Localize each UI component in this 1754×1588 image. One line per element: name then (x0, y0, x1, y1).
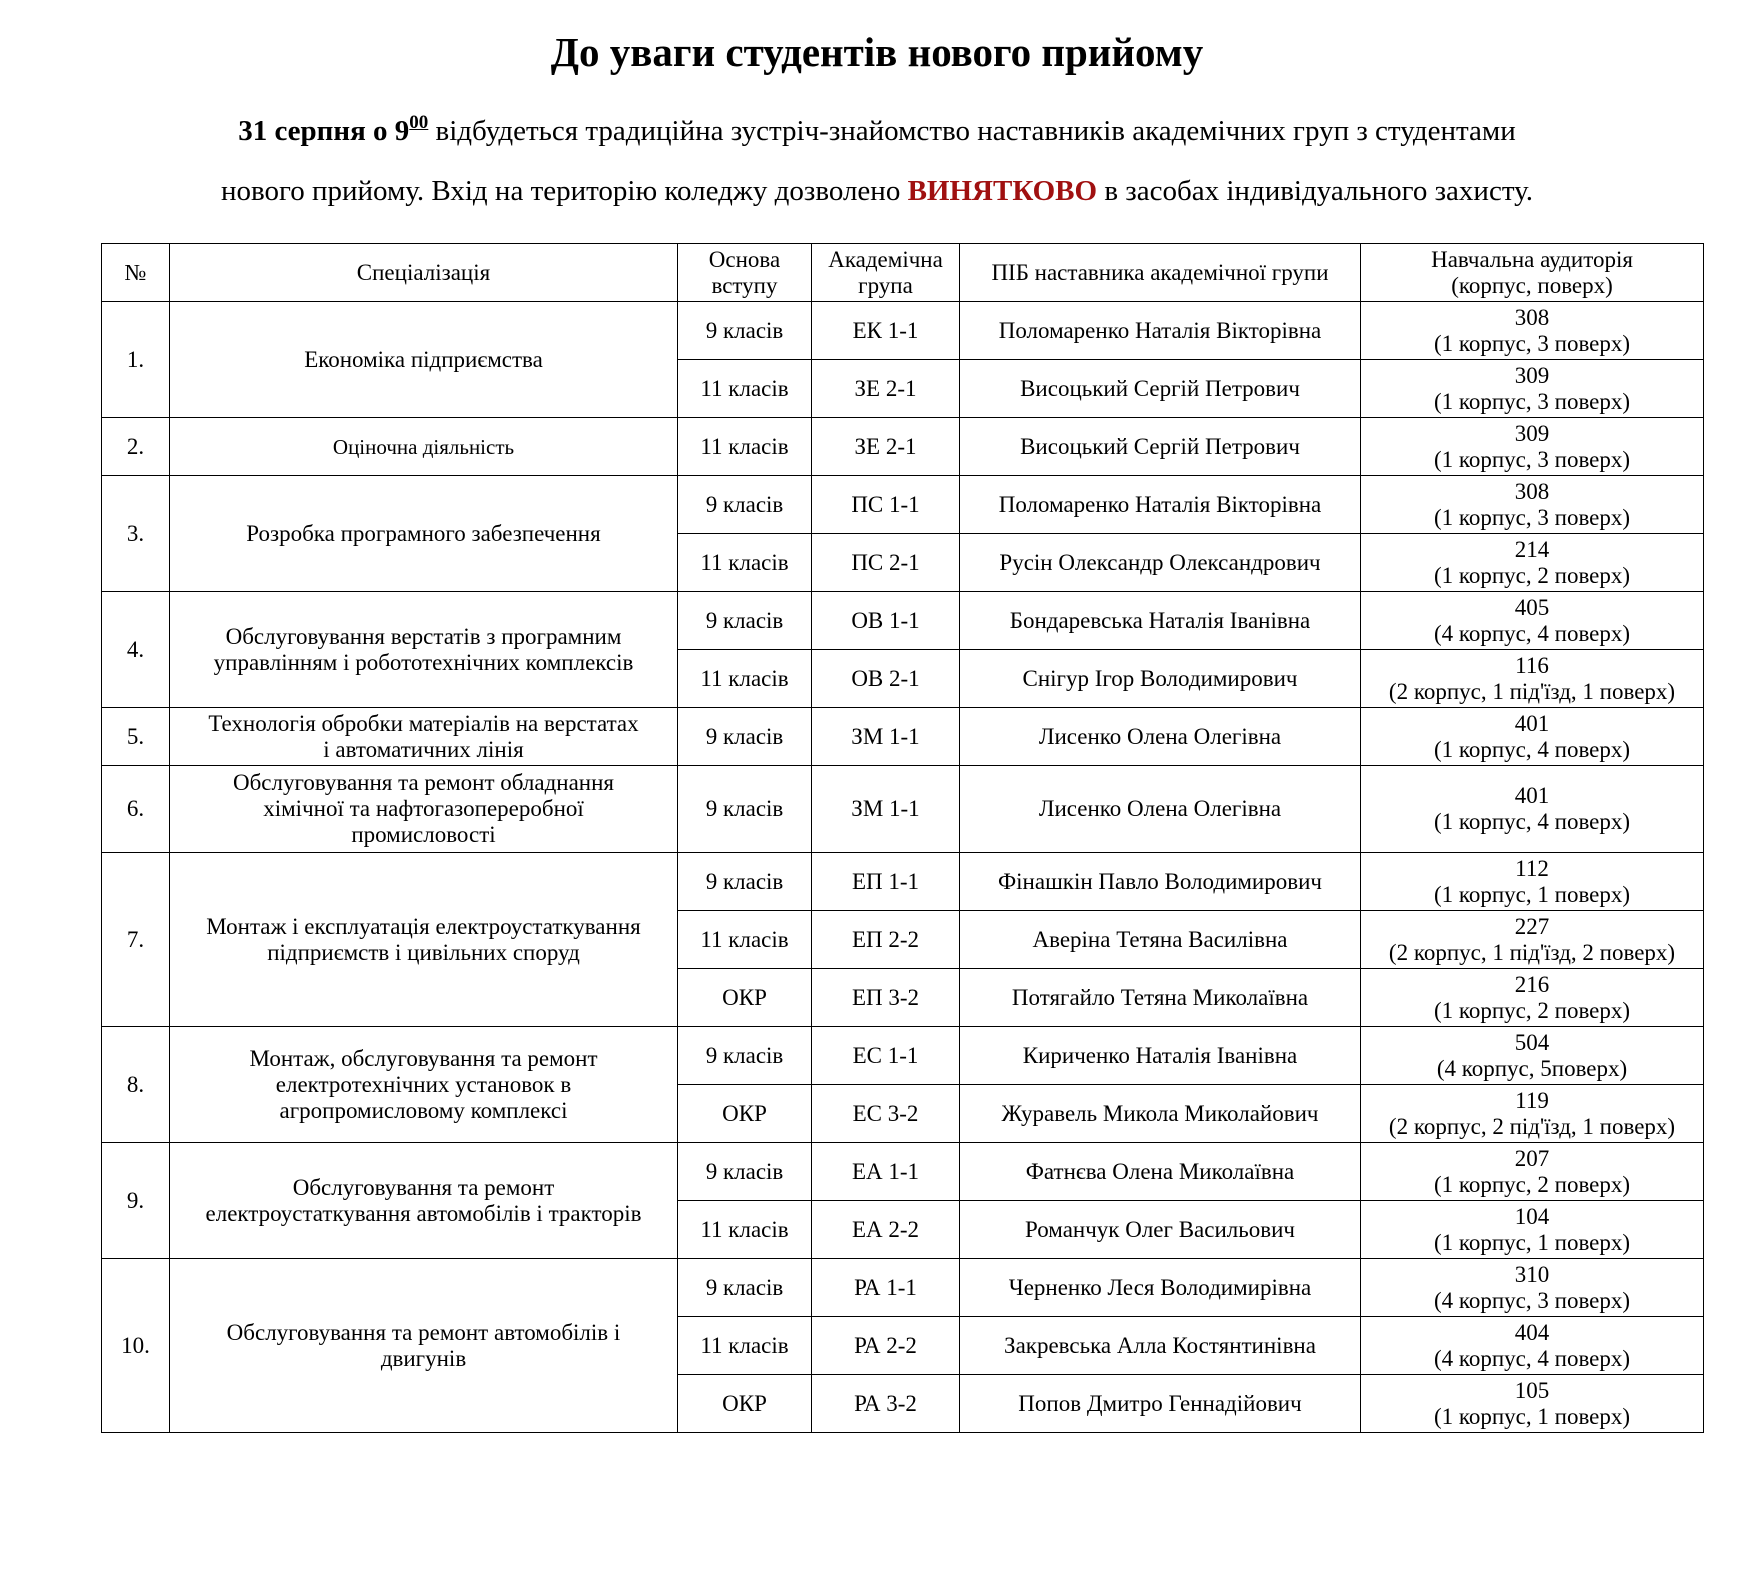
mentor-name: Русін Олександр Олександрович (960, 534, 1361, 592)
academic-group: ЕП 3-2 (812, 969, 960, 1027)
header-specialization: Спеціалізація (170, 244, 678, 302)
table-row (102, 592, 1704, 650)
academic-group: ЗЕ 2-1 (812, 418, 960, 476)
room-location: (2 корпус, 2 під'їзд, 1 поверх) (1388, 1113, 1676, 1139)
academic-group: ПС 1-1 (812, 476, 960, 534)
room-number: 309 (1514, 362, 1550, 388)
specialization-line: Технологія обробки матеріалів на верстатах (208, 710, 639, 736)
specialization-line: електроустаткування автомобілів і тракторів (205, 1200, 642, 1226)
room-location: (1 корпус, 4 поверх) (1433, 809, 1631, 834)
admission-basis: 9 класів (678, 853, 812, 911)
admission-basis: 11 класів (678, 650, 812, 708)
header-admission-basis: Основа вступу (678, 244, 812, 302)
mentor-name: Закревська Алла Костянтинівна (960, 1317, 1361, 1375)
classroom (1361, 766, 1704, 853)
schedule-table (101, 243, 1704, 1433)
room-location: (1 корпус, 1 поверх) (1433, 1403, 1631, 1429)
room-location: (4 корпус, 4 поверх) (1433, 620, 1631, 646)
specialization-name (170, 476, 678, 592)
admission-basis: ОКР (678, 1085, 812, 1143)
mentor-name: Черненко Леся Володимирівна (960, 1259, 1361, 1317)
room-number: 227 (1514, 913, 1550, 939)
academic-group: РА 1-1 (812, 1259, 960, 1317)
classroom (1361, 418, 1704, 476)
admission-basis: ОКР (678, 969, 812, 1027)
room-number: 401 (1514, 783, 1550, 808)
room-number: 105 (1514, 1377, 1550, 1403)
academic-group: ЕС 3-2 (812, 1085, 960, 1143)
room-number: 308 (1514, 304, 1550, 330)
mentor-name: Висоцький Сергій Петрович (960, 418, 1361, 476)
row-number: 7. (102, 853, 170, 1027)
room-number: 116 (1515, 652, 1549, 678)
classroom (1361, 650, 1704, 708)
room-number: 216 (1514, 971, 1550, 997)
academic-group: ОВ 1-1 (812, 592, 960, 650)
classroom (1361, 302, 1704, 360)
table-header-row (102, 244, 1704, 302)
admission-basis: 9 класів (678, 592, 812, 650)
mentor-name: Романчук Олег Васильович (960, 1201, 1361, 1259)
admission-basis: 9 класів (678, 476, 812, 534)
academic-group: РА 3-2 (812, 1375, 960, 1433)
admission-basis: 11 класів (678, 1201, 812, 1259)
admission-basis: 9 класів (678, 708, 812, 766)
admission-basis: 9 класів (678, 302, 812, 360)
mentor-name: Висоцький Сергій Петрович (960, 360, 1361, 418)
specialization-line: хімічної та нафтогазопереробної (263, 796, 584, 821)
classroom (1361, 853, 1704, 911)
row-number: 8. (102, 1027, 170, 1143)
specialization-line: агропромисловому комплексі (279, 1097, 568, 1123)
room-number: 119 (1515, 1087, 1549, 1113)
specialization-line: Обслуговування та ремонт (292, 1174, 555, 1200)
row-number: 4. (102, 592, 170, 708)
specialization-line: двигунів (380, 1345, 467, 1371)
classroom (1361, 708, 1704, 766)
room-location: (1 корпус, 3 поверх) (1433, 504, 1631, 530)
specialization-line: Обслуговування та ремонт обладнання (232, 770, 615, 795)
mentor-name: Фінашкін Павло Володимирович (960, 853, 1361, 911)
mentor-name: Бондаревська Наталія Іванівна (960, 592, 1361, 650)
academic-group: ЕС 1-1 (812, 1027, 960, 1085)
specialization-name (170, 1259, 678, 1433)
admission-basis: 9 класів (678, 1259, 812, 1317)
intro-text-1: відбудеться традиційна зустріч-знайомство наставників академічних груп з студентами (428, 115, 1516, 147)
intro-line-1 (0, 114, 1754, 149)
room-number: 112 (1515, 855, 1549, 881)
room-location: (1 корпус, 4 поверх) (1433, 736, 1631, 762)
specialization-name (170, 708, 678, 766)
room-location: (1 корпус, 3 поверх) (1433, 330, 1631, 356)
room-number: 401 (1514, 710, 1550, 736)
admission-basis: 11 класів (678, 1317, 812, 1375)
room-location: (4 корпус, 5поверх) (1436, 1055, 1628, 1081)
room-number: 310 (1514, 1261, 1550, 1287)
classroom (1361, 1143, 1704, 1201)
room-location: (2 корпус, 1 під'їзд, 2 поверх) (1388, 939, 1676, 965)
specialization-line: Оціночна діяльність (332, 434, 515, 459)
admission-basis: 11 класів (678, 534, 812, 592)
table-row (102, 302, 1704, 360)
admission-basis: 11 класів (678, 911, 812, 969)
page-title: До уваги студентів нового прийому (550, 29, 1204, 75)
room-number: 207 (1514, 1145, 1550, 1171)
specialization-line: управлінням і робототехнічних комплексів (213, 649, 634, 675)
classroom (1361, 476, 1704, 534)
academic-group: ЕП 1-1 (812, 853, 960, 911)
admission-basis: 11 класів (678, 418, 812, 476)
room-location: (4 корпус, 3 поверх) (1433, 1287, 1631, 1313)
specialization-name (170, 592, 678, 708)
specialization-name (170, 302, 678, 418)
specialization-name (170, 1027, 678, 1143)
table-row (102, 853, 1704, 911)
classroom (1361, 1259, 1704, 1317)
row-number: 3. (102, 476, 170, 592)
intro-text-3: в засобах індивідуального захисту. (1097, 175, 1533, 207)
row-number: 1. (102, 302, 170, 418)
mentor-name: Попов Дмитро Геннадійович (960, 1375, 1361, 1433)
intro-text-2: нового прийому. Вхід на територію коледжу дозволено (221, 175, 908, 207)
academic-group: ЕА 2-2 (812, 1201, 960, 1259)
room-number: 404 (1514, 1319, 1550, 1345)
mentor-name: Кириченко Наталія Іванівна (960, 1027, 1361, 1085)
admission-basis: 9 класів (678, 1027, 812, 1085)
room-number: 504 (1514, 1029, 1550, 1055)
table-row (102, 476, 1704, 534)
classroom (1361, 969, 1704, 1027)
classroom (1361, 1201, 1704, 1259)
row-number: 5. (102, 708, 170, 766)
header-number: № (102, 244, 170, 302)
mentor-name: Поломаренко Наталія Вікторівна (960, 476, 1361, 534)
academic-group: ЕП 2-2 (812, 911, 960, 969)
header-academic-group: Академічна група (812, 244, 960, 302)
row-number: 9. (102, 1143, 170, 1259)
room-location: (1 корпус, 1 поверх) (1433, 881, 1631, 907)
academic-group: РА 2-2 (812, 1317, 960, 1375)
academic-group: ЕК 1-1 (812, 302, 960, 360)
mentor-name: Журавель Микола Миколайович (960, 1085, 1361, 1143)
row-number: 2. (102, 418, 170, 476)
room-location: (1 корпус, 3 поверх) (1433, 388, 1631, 414)
header-mentor: ПІБ наставника академічної групи (960, 244, 1361, 302)
specialization-line: Обслуговування верстатів з програмним (225, 623, 622, 649)
room-location: (1 корпус, 2 поверх) (1433, 1171, 1631, 1197)
room-location: (4 корпус, 4 поверх) (1433, 1345, 1631, 1371)
table-row (102, 1259, 1704, 1317)
specialization-line: Монтаж і експлуатація електроустаткування (206, 913, 641, 939)
mentor-name: Поломаренко Наталія Вікторівна (960, 302, 1361, 360)
mentor-name: Потягайло Тетяна Миколаївна (960, 969, 1361, 1027)
room-number: 309 (1514, 420, 1550, 446)
room-number: 308 (1514, 478, 1550, 504)
table-row (102, 1027, 1704, 1085)
room-number: 104 (1514, 1203, 1550, 1229)
room-location: (1 корпус, 1 поверх) (1433, 1229, 1631, 1255)
classroom (1361, 592, 1704, 650)
intro-time-superscript: 00 (409, 112, 429, 133)
mentor-name: Лисенко Олена Олегівна (960, 766, 1361, 853)
academic-group: ОВ 2-1 (812, 650, 960, 708)
specialization-line: і автоматичних лінія (323, 736, 524, 762)
admission-basis: 9 класів (678, 1143, 812, 1201)
intro-emphasis: ВИНЯТКОВО (907, 175, 1098, 207)
header-classroom: Навчальна аудиторія (корпус, поверх) (1361, 244, 1704, 302)
classroom (1361, 911, 1704, 969)
academic-group: ЗМ 1-1 (812, 708, 960, 766)
academic-group: ЗЕ 2-1 (812, 360, 960, 418)
room-location: (2 корпус, 1 під'їзд, 1 поверх) (1388, 678, 1676, 704)
mentor-name: Снігур Ігор Володимирович (960, 650, 1361, 708)
classroom (1361, 360, 1704, 418)
specialization-line: Монтаж, обслуговування та ремонт (249, 1045, 598, 1071)
admission-basis: ОКР (678, 1375, 812, 1433)
table-row (102, 418, 1704, 476)
specialization-line: електротехнічних установок в (275, 1071, 572, 1097)
room-location: (1 корпус, 2 поверх) (1433, 997, 1631, 1023)
room-number: 405 (1514, 594, 1550, 620)
row-number: 10. (102, 1259, 170, 1433)
room-number: 214 (1514, 536, 1550, 562)
specialization-name (170, 418, 678, 476)
specialization-name (170, 853, 678, 1027)
specialization-line: Розробка програмного забезпечення (246, 520, 601, 546)
mentor-name: Аверіна Тетяна Василівна (960, 911, 1361, 969)
specialization-line: підприємств і цивільних споруд (267, 939, 580, 965)
table-row (102, 1143, 1704, 1201)
intro-date: 31 серпня о 9 (238, 115, 410, 147)
row-number: 6. (102, 766, 170, 853)
intro-line-2 (0, 174, 1754, 209)
table-row (102, 766, 1704, 853)
specialization-line: Обслуговування та ремонт автомобілів і (226, 1319, 621, 1345)
classroom (1361, 1317, 1704, 1375)
admission-basis: 9 класів (678, 766, 812, 853)
classroom (1361, 1027, 1704, 1085)
classroom (1361, 1375, 1704, 1433)
room-location: (1 корпус, 2 поверх) (1433, 562, 1631, 588)
mentor-name: Лисенко Олена Олегівна (960, 708, 1361, 766)
specialization-line: Економіка підприємства (304, 346, 543, 372)
admission-basis: 11 класів (678, 360, 812, 418)
classroom (1361, 1085, 1704, 1143)
specialization-name (170, 766, 678, 853)
room-location: (1 корпус, 3 поверх) (1433, 446, 1631, 472)
mentor-name: Фатнєва Олена Миколаївна (960, 1143, 1361, 1201)
academic-group: ПС 2-1 (812, 534, 960, 592)
academic-group: ЕА 1-1 (812, 1143, 960, 1201)
table-row (102, 708, 1704, 766)
table-body (102, 302, 1704, 1433)
academic-group: ЗМ 1-1 (812, 766, 960, 853)
specialization-name (170, 1143, 678, 1259)
specialization-line: промисловості (351, 822, 496, 847)
classroom (1361, 534, 1704, 592)
